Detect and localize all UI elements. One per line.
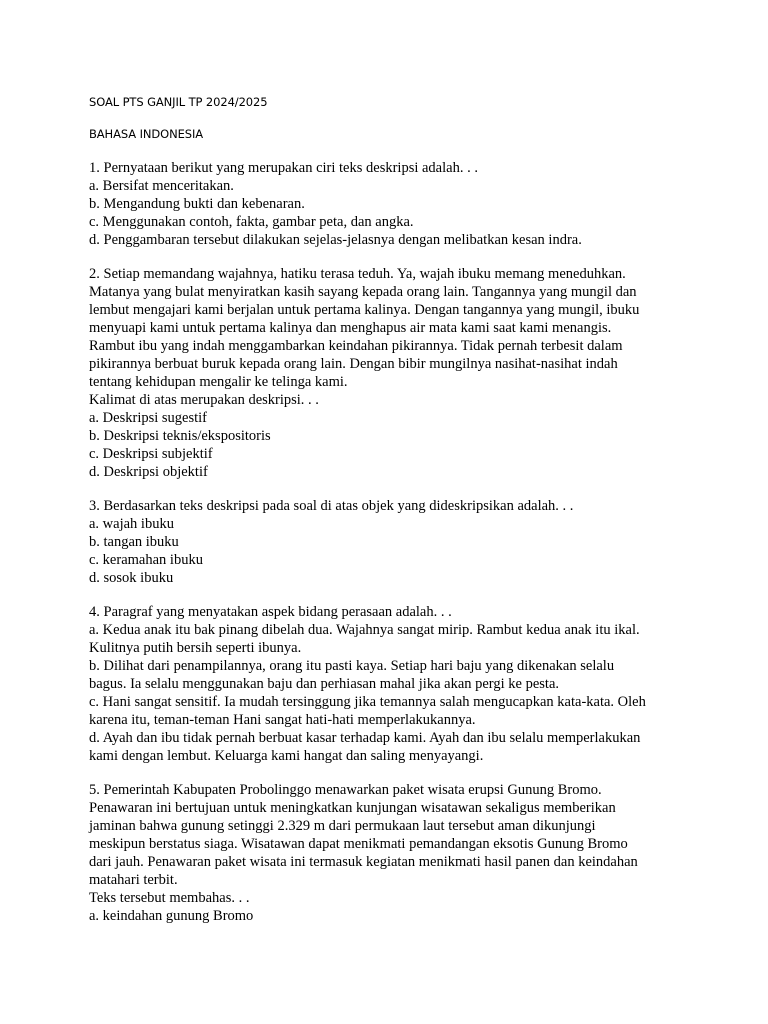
question-4-line: c. Hani sangat sensitif. Ia mudah tersinggung jika temannya salah mengucapkan kata-kata. Oleh bbox=[89, 694, 646, 710]
question-5 bbox=[89, 781, 674, 925]
question-5-line: Penawaran ini bertujuan untuk meningkatkan kunjungan wisatawan sekaligus memberikan bbox=[89, 800, 616, 816]
question-2-line: Kalimat di atas merupakan deskripsi. . . bbox=[89, 392, 319, 408]
question-2-line: d. Deskripsi objektif bbox=[89, 464, 208, 480]
question-5-line: Teks tersebut membahas. . . bbox=[89, 890, 250, 906]
question-list bbox=[89, 159, 674, 925]
question-2-line: c. Deskripsi subjektif bbox=[89, 446, 213, 462]
question-3-line: 3. Berdasarkan teks deskripsi pada soal di atas objek yang dideskripsikan adalah. . . bbox=[89, 498, 574, 514]
question-2-line: pikirannya berbuat buruk kepada orang lain. Dengan bibir mungilnya nasihat-nasihat indah bbox=[89, 356, 618, 372]
question-2-line: a. Deskripsi sugestif bbox=[89, 410, 207, 426]
question-4-line: Kulitnya putih bersih seperti ibunya. bbox=[89, 640, 302, 656]
question-1-line: d. Penggambaran tersebut dilakukan sejelas-jelasnya dengan melibatkan kesan indra. bbox=[89, 232, 582, 248]
question-2-line: Matanya yang bulat menyiratkan kasih sayang kepada orang lain. Tangannya yang mungil dan bbox=[89, 284, 637, 300]
question-2-line: menyuapi kami untuk pertama kalinya dan menghapus air mata kami saat kami menangis. bbox=[89, 320, 612, 336]
question-4-line: d. Ayah dan ibu tidak pernah berbuat kasar terhadap kami. Ayah dan ibu selalu memperlakukan bbox=[89, 730, 641, 746]
question-5-line: jaminan bahwa gunung setinggi 2.329 m dari permukaan laut tersebut aman dikunjungi bbox=[89, 818, 596, 834]
question-5-line: 5. Pemerintah Kabupaten Probolinggo menawarkan paket wisata erupsi Gunung Bromo. bbox=[89, 782, 602, 798]
question-2 bbox=[89, 265, 674, 481]
question-1 bbox=[89, 159, 674, 249]
question-5-line: a. keindahan gunung Bromo bbox=[89, 908, 254, 924]
subject-heading: BAHASA INDONESIA bbox=[89, 127, 204, 141]
question-4-line: b. Dilihat dari penampilannya, orang itu pasti kaya. Setiap hari baju yang dikenakan selalu bbox=[89, 658, 615, 674]
question-1-line: b. Mengandung bukti dan kebenaran. bbox=[89, 196, 305, 212]
question-5-line: matahari terbit. bbox=[89, 872, 178, 888]
question-2-line: Rambut ibu yang indah menggambarkan keindahan pikirannya. Tidak pernah terbesit dalam bbox=[89, 338, 623, 354]
question-3-line: c. keramahan ibuku bbox=[89, 552, 203, 568]
question-2-line: lembut mengajari kami berjalan untuk pertama kalinya. Dengan tangannya yang mungil, ibuku bbox=[89, 302, 640, 318]
question-3-line: b. tangan ibuku bbox=[89, 534, 179, 550]
question-1-line: c. Menggunakan contoh, fakta, gambar peta, dan angka. bbox=[89, 214, 414, 230]
question-5-line: meskipun berstatus siaga. Wisatawan dapat menikmati pemandangan eksotis Gunung Bromo bbox=[89, 836, 628, 852]
question-5-line: dari jauh. Penawaran paket wisata ini termasuk kegiatan menikmati hasil panen dan keindahan bbox=[89, 854, 638, 870]
question-4-line: karena itu, teman-teman Hani sangat hati-hati memperlakukannya. bbox=[89, 712, 476, 728]
question-4-line: 4. Paragraf yang menyatakan aspek bidang perasaan adalah. . . bbox=[89, 604, 452, 620]
document-page bbox=[89, 94, 674, 925]
question-2-line: tentang kehidupan mengalir ke telinga kami. bbox=[89, 374, 348, 390]
question-1-line: a. Bersifat menceritakan. bbox=[89, 178, 234, 194]
question-3-line: a. wajah ibuku bbox=[89, 516, 174, 532]
question-2-line: 2. Setiap memandang wajahnya, hatiku terasa teduh. Ya, wajah ibuku memang meneduhkan. bbox=[89, 266, 626, 282]
question-2-line: b. Deskripsi teknis/ekspositoris bbox=[89, 428, 271, 444]
question-4-line: kami dengan lembut. Keluarga kami hangat dan saling menyayangi. bbox=[89, 748, 484, 764]
question-1-line: 1. Pernyataan berikut yang merupakan ciri teks deskripsi adalah. . . bbox=[89, 160, 478, 176]
question-4-line: bagus. Ia selalu menggunakan baju dan perhiasan mahal jika akan pergi ke pesta. bbox=[89, 676, 560, 692]
question-4 bbox=[89, 603, 674, 765]
question-4-line: a. Kedua anak itu bak pinang dibelah dua. Wajahnya sangat mirip. Rambut kedua anak itu ikal. bbox=[89, 622, 640, 638]
document-title: SOAL PTS GANJIL TP 2024/2025 bbox=[89, 95, 268, 109]
question-3-line: d. sosok ibuku bbox=[89, 570, 174, 586]
question-3 bbox=[89, 497, 674, 587]
